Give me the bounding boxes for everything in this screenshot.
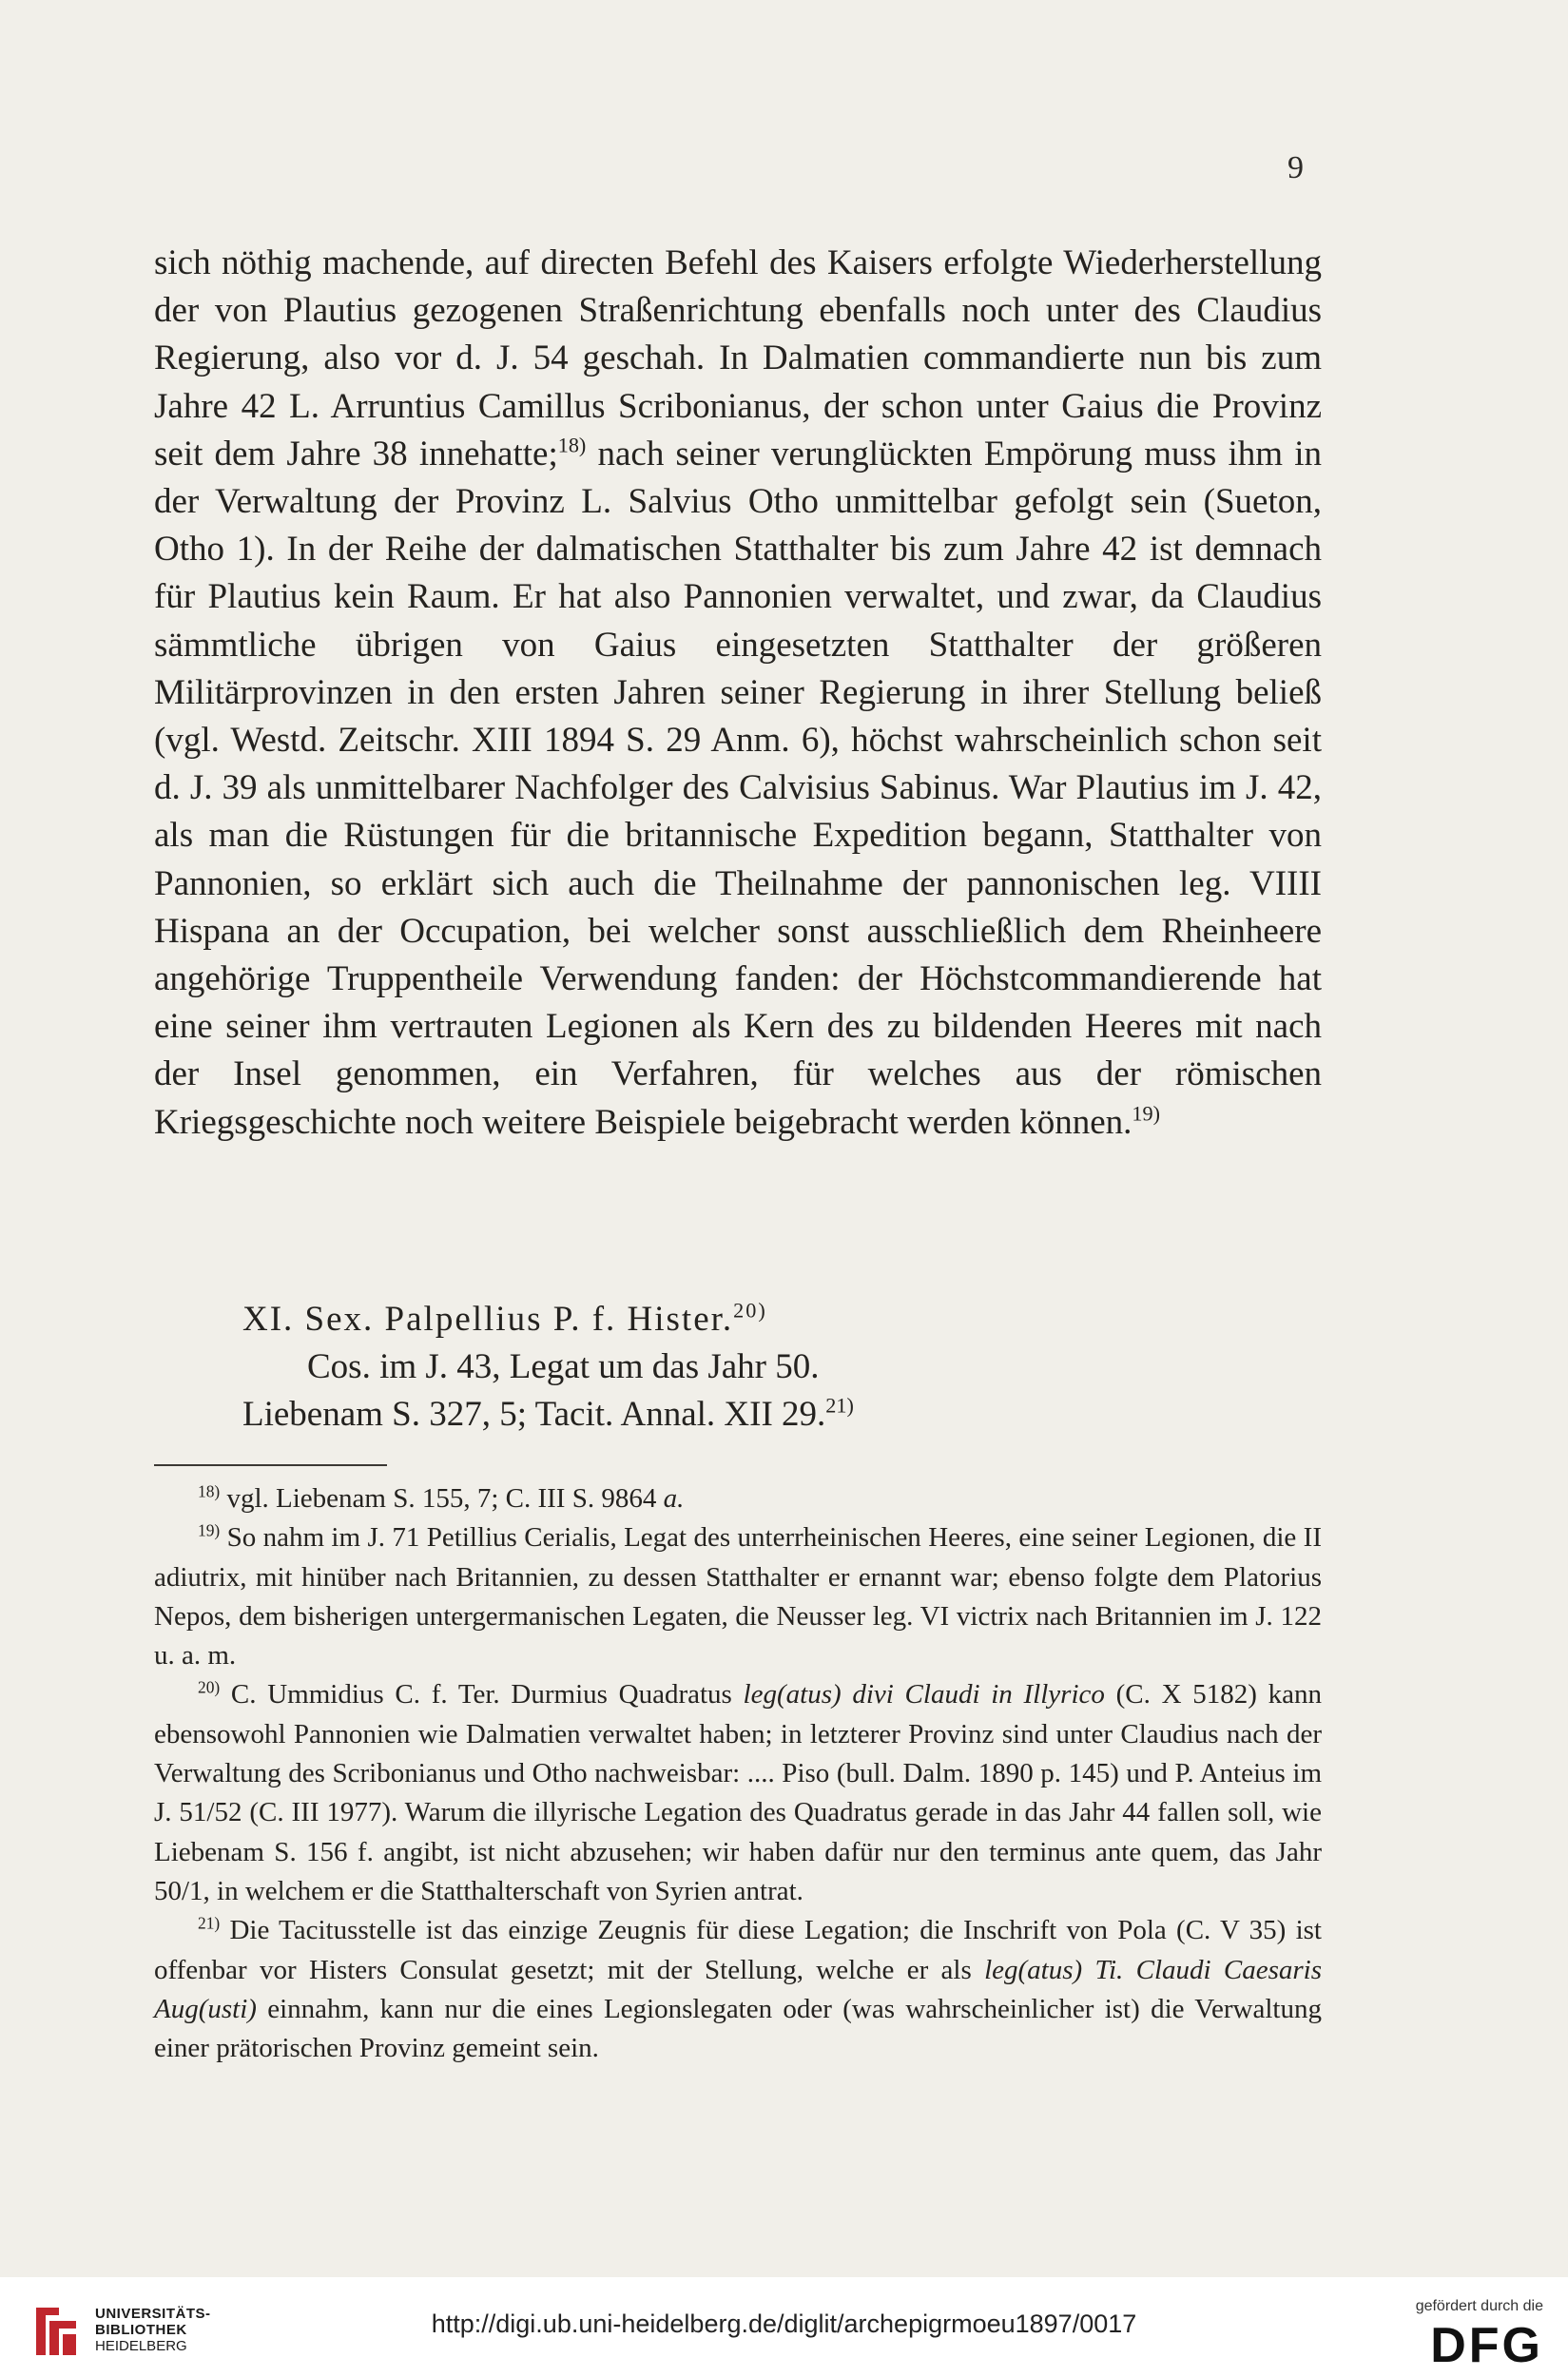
text-run: (C. X 5182) kann ebensowohl Pannonien wie Dalmatien verwaltet haben; in letzterer Provinz sind unter Claudius nach der Verwaltung des Scribonianus und Otho nachweisbar: .... Piso (bull. Dalm. 1890 p. 145) und P. Anteius im J. 51/52 (C. III 1977). Warum die illyrische Legation des Quadratus gerade in das Jahr 44 fallen soll, wie Liebenam S. 156 f. angibt, ist nicht abzusehen; wir haben dafür nur den terminus ante quem, das Jahr 50/1, in welchem er die Statthalterschaft von Syrien antrat. bbox=[154, 1679, 1322, 1906]
text-run: So nahm im J. 71 Petillius Cerialis, Legat des unterrheinischen Heeres, eine seiner Legionen, die II adiutrix, mit hinüber nach Britannien, zu dessen Statthalter er ernannt war; ebenso folgte dem Platorius Nepos, dem bisherigen untergermanischen Legaten, die Neusser leg. VI victrix nach Britannien im J. 122 u. a. m. bbox=[154, 1522, 1322, 1672]
heading-name: XI. Sex. Palpellius P. f. Hister. bbox=[242, 1300, 734, 1339]
footnote-ref[interactable]: 20) bbox=[198, 1678, 221, 1698]
permalink-url[interactable]: http://digi.ub.uni-heidelberg.de/diglit/archepigrmoeu1897/0017 bbox=[431, 2309, 1137, 2338]
footnote-ref[interactable]: 19) bbox=[1132, 1101, 1160, 1126]
footnote-18 bbox=[154, 1479, 1322, 1518]
footnotes bbox=[154, 1479, 1322, 2068]
library-name-line-2: BIBLIOTHEK bbox=[95, 2322, 187, 2338]
italic-text: leg(atus) Ti. Claudi Caesaris Aug(usti) bbox=[154, 1954, 1322, 2024]
footnote-ref[interactable]: 18) bbox=[557, 433, 587, 457]
footnote-20 bbox=[154, 1675, 1322, 1911]
footnote-ref[interactable]: 18) bbox=[198, 1481, 221, 1501]
page-number: 9 bbox=[1287, 150, 1304, 185]
footnote-ref-20[interactable]: 20) bbox=[733, 1298, 767, 1323]
footnote-divider bbox=[154, 1464, 387, 1466]
footnote-21 bbox=[154, 1911, 1322, 2068]
footnote-ref[interactable]: 19) bbox=[198, 1520, 221, 1540]
heading-line-3 bbox=[242, 1391, 1098, 1439]
text-run: sich nöthig machende, auf directen Befehl des Kaisers erfolgte Wiederherstellung der von Plautius gezogenen Straßenrichtung ebenfalls noch unter des Claudius Regierung, also vor d. J. 54 geschah. In Dalmatien commandierte nun bis zum Jahre 42 L. Arruntius Camillus Scribonianus, der schon unter Gaius die Provinz seit dem Jahre 38 innehatte; bbox=[154, 243, 1322, 473]
funding-note: gefördert durch die bbox=[1415, 2298, 1543, 2314]
italic-text: leg(atus) divi Claudi in Illyrico bbox=[743, 1679, 1105, 1710]
library-name-line-3: HEIDELBERG bbox=[95, 2338, 187, 2354]
footnote-ref-21[interactable]: 21) bbox=[825, 1393, 854, 1418]
text-run: einnahm, kann nur die eines Legionslegaten oder (was wahrscheinlicher ist) die Verwaltung einer prätorischen Provinz gemeint sein. bbox=[154, 1993, 1322, 2064]
section-heading bbox=[242, 1296, 1098, 1439]
dfg-logo: DFG bbox=[1430, 2318, 1543, 2373]
heading-line-1 bbox=[242, 1296, 1098, 1343]
text-run: nach seiner verunglückten Empörung muss ihm in der Verwaltung der Provinz L. Salvius Otho unmittelbar gefolgt sein (Sueton, Otho 1). In der Reihe der dalmatischen Statthalter bis zum Jahre 42 ist demnach für Plautius kein Raum. Er hat also Pannonien verwaltet, und zwar, da Claudius sämmtliche übrigen von Gaius eingesetzten Statthalter der größeren Militärprovinzen in den ersten Jahren seiner Regierung in ihrer Stellung beließ (vgl. Westd. Zeitschr. XIII 1894 S. 29 Anm. 6), höchst wahrscheinlich schon seit d. J. 39 als unmittelbarer Nachfolger des Calvisius Sabinus. War Plautius im J. 42, als man die Rüstungen für die britannische Expedition begann, Statthalter von Pannonien, so erklärt sich auch die Theilnahme der pannonischen leg. VIIII Hispana an der Occupation, bei welcher sonst ausschließlich dem Rheinheere angehörige Truppentheile Verwendung fanden: der Höchstcommandierende hat eine seiner ihm vertrauten Legionen als Kern des zu bildenden Heeres mit nach der Insel genommen, ein Verfahren, für welches aus der römischen Kriegsgeschichte noch weitere Beispiele beigebracht werden können. bbox=[154, 434, 1322, 1142]
main-paragraph bbox=[154, 240, 1322, 1147]
text-run: Die Tacitusstelle ist das einzige Zeugnis für diese Legation; die Inschrift von Pola (C. V 35) ist offenbar vor Histers Consulat gesetzt; mit der Stellung, welche er als bbox=[154, 1915, 1322, 1985]
main-text bbox=[154, 240, 1322, 1147]
text-run: C. Ummidius C. f. Ter. Durmius Quadratus bbox=[220, 1679, 744, 1710]
italic-text: a. bbox=[663, 1483, 685, 1514]
footnote-ref[interactable]: 21) bbox=[198, 1913, 221, 1933]
footnote-19 bbox=[154, 1518, 1322, 1675]
text-run: vgl. Liebenam S. 155, 7; C. III S. 9864 bbox=[220, 1483, 664, 1514]
heading-line-2: Cos. im J. 43, Legat um das Jahr 50. bbox=[307, 1347, 820, 1386]
heading-sources: Liebenam S. 327, 5; Tacit. Annal. XII 29. bbox=[242, 1395, 826, 1434]
viewer-footer bbox=[0, 2277, 1568, 2377]
library-name-line-1: UNIVERSITÄTS- bbox=[95, 2306, 211, 2322]
